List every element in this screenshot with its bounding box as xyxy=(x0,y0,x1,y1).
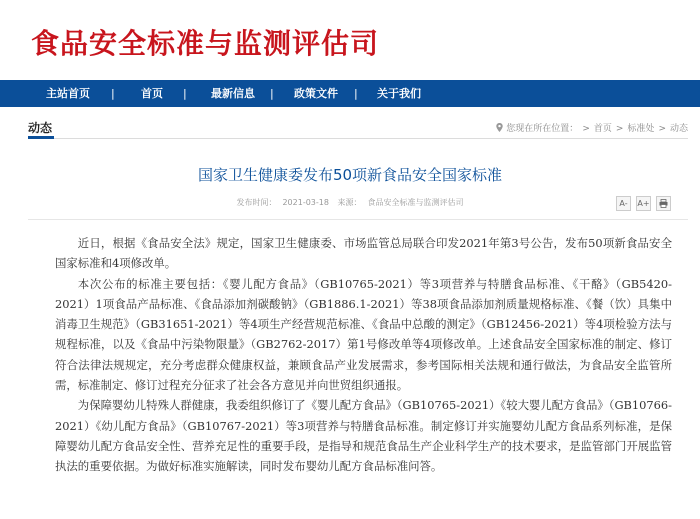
published-label: 发布时间： xyxy=(236,198,277,207)
article-paragraph: 本次公布的标准主要包括：《婴儿配方食品》（GB10765-2021）等3项营养与特膳食品标准、《干酪》（GB5420-2021）1项食品产品标准、《食品添加剂碳酸钠》（GB1886.1-2021）等38项食品添加剂质量规格标准、《餐（饮）具集中消毒卫生规范》（GB31651-2021）等4项生产经营规范标准、《食品中总酸的测定》（GB12456-2021）等4项检验方法与规程标准，以及《食品中污染物限量》（GB2762-2017）第1号修改单等4项修改单。上述食品安全国家标准的制定、修订符合法律法规规定，充分考虑群众健康权益，兼顾食品产业发展需求，参考国际相关法规和通行做法，为食品安全监管所需，标准制定、修订过程充分征求了社会各方意见并向世贸组织通报。 xyxy=(55,276,672,393)
print-button[interactable] xyxy=(656,196,671,211)
article-paragraph: 近日，根据《食品安全法》规定，国家卫生健康委、市场监管总局联合印发2021年第3号公告，发布50项新食品安全国家标准和4项修改单。 xyxy=(55,236,672,271)
site-title: 食品安全标准与监测评估司 xyxy=(31,27,380,60)
source-label: 来源： xyxy=(337,198,362,207)
location-pin-icon xyxy=(496,123,503,132)
main-nav xyxy=(0,80,700,107)
section-title: 动态 xyxy=(28,121,53,135)
nav-separator: | xyxy=(111,87,115,100)
article-paragraph: 为保障婴幼儿特殊人群健康，我委组织修订了《婴儿配方食品》（GB10765-2021）《较大婴儿配方食品》（GB10766-2021）《幼儿配方食品》（GB10767-2021）等3项营养与特膳食品标准。制定修订并实施婴幼儿配方食品系列标准，是保障婴幼儿配方食品安全性、营养充足性的重要手段，是指导和规范食品生产企业科学生产的技术要求，是监管部门开展监管执法的重要依据。为做好标准实施解读，同时发布婴幼儿配方食品标准问答。 xyxy=(55,398,672,474)
source-value: 食品安全标准与监测评估司 xyxy=(367,198,464,207)
font-increase-button[interactable]: A+ xyxy=(636,196,651,211)
breadcrumb-link-news[interactable]: 动态 xyxy=(669,124,688,134)
nav-separator: | xyxy=(183,87,187,100)
article-divider xyxy=(28,219,688,220)
nav-item-about-us[interactable]: 关于我们 xyxy=(377,87,421,100)
breadcrumb-link-standards[interactable]: 标准处 xyxy=(627,124,655,134)
breadcrumb-prefix: 您现在所在位置： xyxy=(506,124,579,134)
nav-separator: | xyxy=(354,87,358,100)
section-title-underline xyxy=(28,136,54,139)
site-header xyxy=(0,0,700,80)
section-header xyxy=(28,117,688,139)
breadcrumb-separator: > xyxy=(582,124,590,134)
print-icon xyxy=(659,199,668,208)
nav-item-main-home[interactable]: 主站首页 xyxy=(46,87,90,100)
article-title: 国家卫生健康委发布50项新食品安全国家标准 xyxy=(197,166,503,184)
font-decrease-button[interactable]: A- xyxy=(616,196,631,211)
nav-item-latest-news[interactable]: 最新信息 xyxy=(211,87,255,100)
breadcrumb-link-home[interactable]: 首页 xyxy=(593,124,612,134)
nav-item-home[interactable]: 首页 xyxy=(141,87,163,100)
nav-item-policy-documents[interactable]: 政策文件 xyxy=(294,87,338,100)
article-body xyxy=(55,233,672,477)
article-meta xyxy=(0,197,700,208)
breadcrumb-separator: > xyxy=(658,124,666,134)
published-date: 2021-03-18 xyxy=(282,198,329,207)
breadcrumb xyxy=(496,121,688,134)
nav-separator: | xyxy=(270,87,274,100)
breadcrumb-separator: > xyxy=(615,124,624,134)
